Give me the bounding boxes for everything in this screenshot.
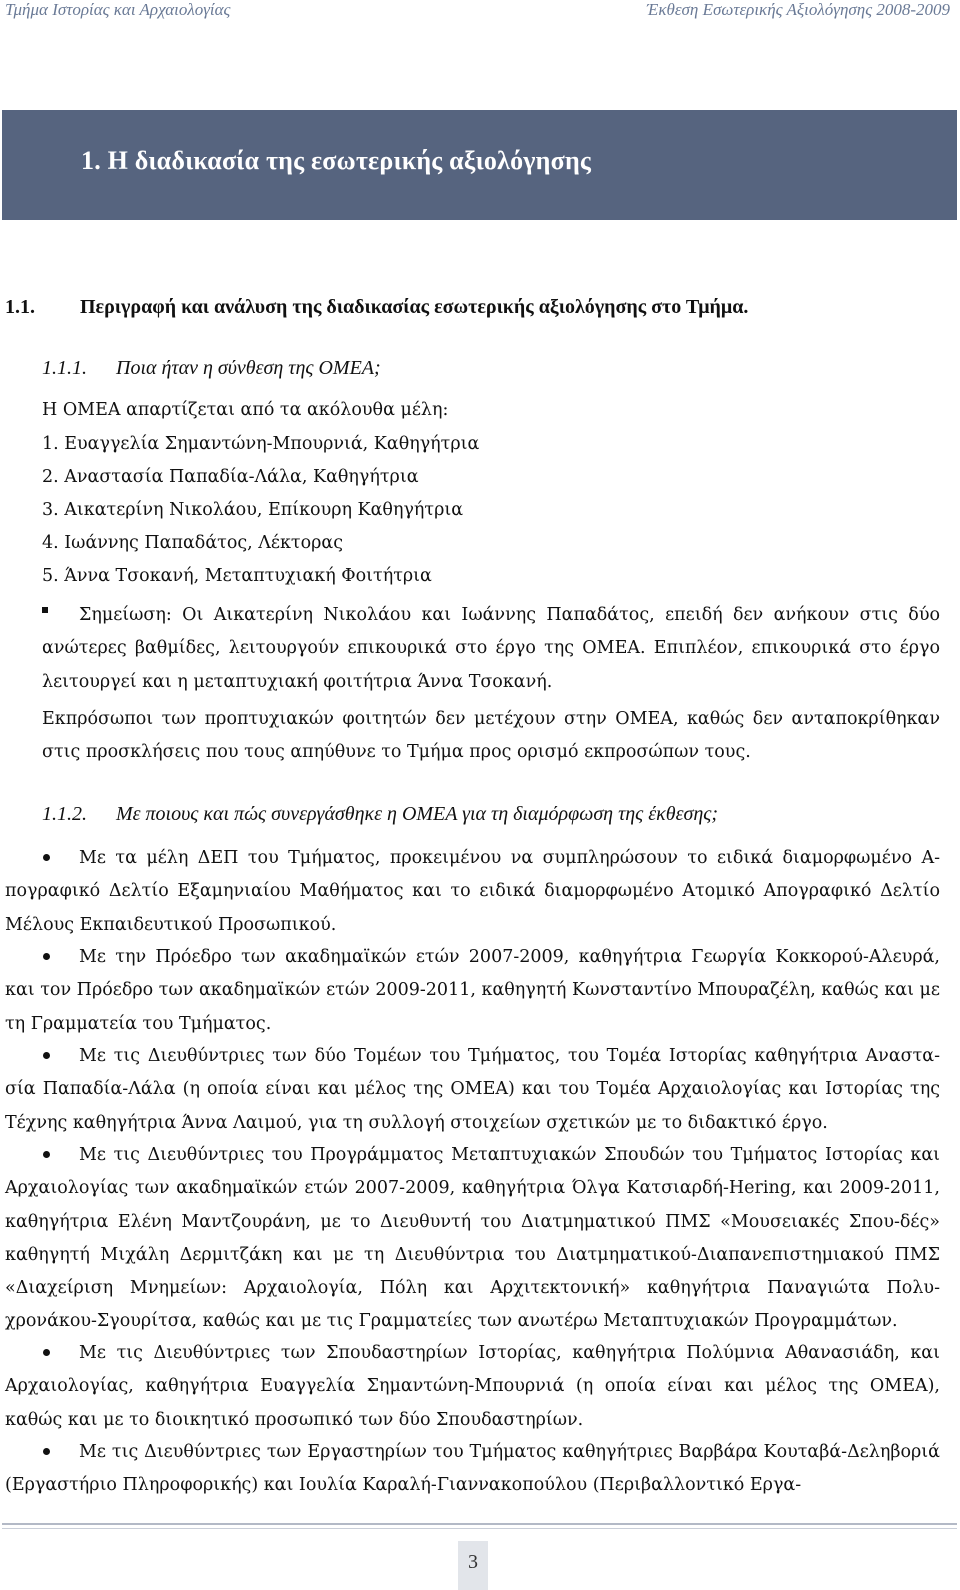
- collaboration-item: [5, 1436, 940, 1506]
- footer-rule: [2, 1528, 957, 1529]
- subsection-number: 1.1.2.: [42, 803, 87, 825]
- member-item: 5. Άννα Τσοκανή, Μεταπτυχιακή Φοιτήτρια: [42, 566, 432, 586]
- chapter-title: 1. Η διαδικασία της εσωτερικής αξιολόγησης: [81, 146, 592, 175]
- collaboration-item: [5, 1139, 940, 1339]
- collaboration-text: Με τις Διευθύντριες των δύο Τομέων του Τμήματος, του Τομέα Ιστορίας καθηγήτρια Αναστα-σία Παπαδία-Λάλα (η οποία είναι και μέλος της ΟΜΕΑ) και του Τομέα Αρχαιολογίας και Ιστορίας της Τέχνης καθηγήτρια Άννα Λαιμού, για τη συλλογή στοιχείων σχετικών με το διδακτικό έργο.: [5, 1046, 940, 1133]
- page-number: 3: [468, 1551, 478, 1573]
- chapter-heading-band: [2, 110, 957, 220]
- collaboration-text: Με τις Διευθύντριες των Σπουδαστηρίων Ιστορίας, καθηγήτρια Πολύμνια Αθανασιάδη, και Αρχαιολογίας, καθηγήτρια Ευαγγελία Σημαντώνη-Μπουρνιά (η οποία είναι και μέλος της ΟΜΕΑ), καθώς και με το διοικητικό προσωπικό των δύο Σπουδαστηρίων.: [5, 1343, 940, 1430]
- collaboration-text: Με τα μέλη ΔΕΠ του Τμήματος, προκειμένου να συμπληρώσουν το ειδικά διαμορφωμένο Α-πογραφικό Δελτίο Εξαμηνιαίου Μαθήματος και το ειδικά διαμορφωμένο Ατομικό Απογραφικό Δελτίο Μέλους Εκπαιδευτικού Προσωπικού.: [5, 848, 940, 935]
- members-intro: Η ΟΜΕΑ απαρτίζεται από τα ακόλουθα μέλη:: [42, 400, 449, 420]
- page-number-box: [458, 1541, 488, 1590]
- collaboration-item: [5, 842, 940, 942]
- collaboration-text: Με τις Διευθύντριες του Προγράμματος Μεταπτυχιακών Σπουδών του Τμήματος Ιστορίας και Αρχαιολογίας των ακαδημαϊκών ετών 2007-2009, καθηγήτρια Όλγα Κατσιαρδή-Hering, και 2009-2011, καθηγήτρια Ελένη Μαντζουράνη, με το Διευθυντή του Διατμηματικού ΠΜΣ «Μουσειακές Σπου-δές» καθηγητή Μιχάλη Δερμιτζάκη και με τη Διευθύντρια του Διατμηματικού-Διαπανεπιστημιακού ΠΜΣ «Διαχείριση Μνημείων: Αρχαιολογία, Πόλη και Αρχιτεκτονική» καθηγήτρια Παναγιώτα Πολυ-χρονάκου-Σγουρίτσα, καθώς και με τις Γραμματείες των ανωτέρω Μεταπτυχιακών Προγραμμάτων.: [5, 1145, 940, 1332]
- collaboration-text: Με την Πρόεδρο των ακαδημαϊκών ετών 2007-2009, καθηγήτρια Γεωργία Κοκκορού-Αλευρά, και τον Πρόεδρο των ακαδημαϊκών ετών 2009-2011, καθηγητή Κωνσταντίνο Μπουραζέλη, καθώς και με τη Γραμματεία του Τμήματος.: [5, 947, 940, 1034]
- students-paragraph: Εκπρόσωποι των προπτυχιακών φοιτητών δεν μετέχουν στην ΟΜΕΑ, καθώς δεν ανταποκρίθηκαν στις προσκλήσεις που τους απηύθυνε το Τμήμα προς ορισμό εκπροσώπων τους.: [42, 709, 940, 763]
- section-number: 1.1.: [5, 296, 35, 318]
- subsection-number: 1.1.1.: [42, 357, 87, 379]
- subsection-heading-1: [42, 357, 942, 383]
- note-text: Σημείωση: Οι Αικατερίνη Νικολάου και Ιωάννης Παπαδάτος, επειδή δεν ανήκουν στις δύο ανώτερες βαθμίδες, λειτουργούν επικουρικά στο έργο της ΟΜΕΑ. Επιπλέον, επικουρικά στο έργο λειτουργεί και η μεταπτυχιακή φοιτήτρια Άννα Τσοκανή.: [42, 605, 940, 692]
- member-item: 4. Ιωάννης Παπαδάτος, Λέκτορας: [42, 533, 344, 553]
- subsection-title: Με ποιους και πώς συνεργάσθηκε η ΟΜΕΑ για τη διαμόρφωση της έκθεσης;: [116, 803, 719, 825]
- subsection-heading-2: [42, 803, 942, 829]
- collaboration-text: Με τις Διευθύντριες των Εργαστηρίων του Τμήματος καθηγήτριες Βαρβάρα Κουταβά-Δεληβοριά (Εργαστήριο Πληροφορικής) και Ιουλία Καραλή-Γιαννακοπούλου (Περιβαλλοντικό Εργα-: [5, 1442, 940, 1496]
- member-item: 1. Ευαγγελία Σημαντώνη-Μπουρνιά, Καθηγήτρια: [42, 434, 480, 454]
- collaboration-item: [5, 1040, 940, 1140]
- section-title: Περιγραφή και ανάλυση της διαδικασίας εσωτερικής αξιολόγησης στο Τμήμα.: [80, 296, 749, 318]
- member-item: 3. Αικατερίνη Νικολάου, Επίκουρη Καθηγήτρια: [42, 500, 464, 520]
- subsection-title: Ποια ήταν η σύνθεση της ΟΜΕΑ;: [116, 357, 381, 379]
- running-header: [0, 0, 960, 30]
- header-report-title: Έκθεση Εσωτερικής Αξιολόγησης 2008-2009: [646, 0, 950, 19]
- footer-rule: [2, 1523, 957, 1525]
- note-paragraph: [42, 599, 940, 699]
- collaboration-item: [5, 941, 940, 1041]
- header-department: Τμήμα Ιστορίας και Αρχαιολογίας: [5, 0, 231, 19]
- member-item: 2. Αναστασία Παπαδία-Λάλα, Καθηγήτρια: [42, 467, 419, 487]
- collaboration-item: [5, 1337, 940, 1437]
